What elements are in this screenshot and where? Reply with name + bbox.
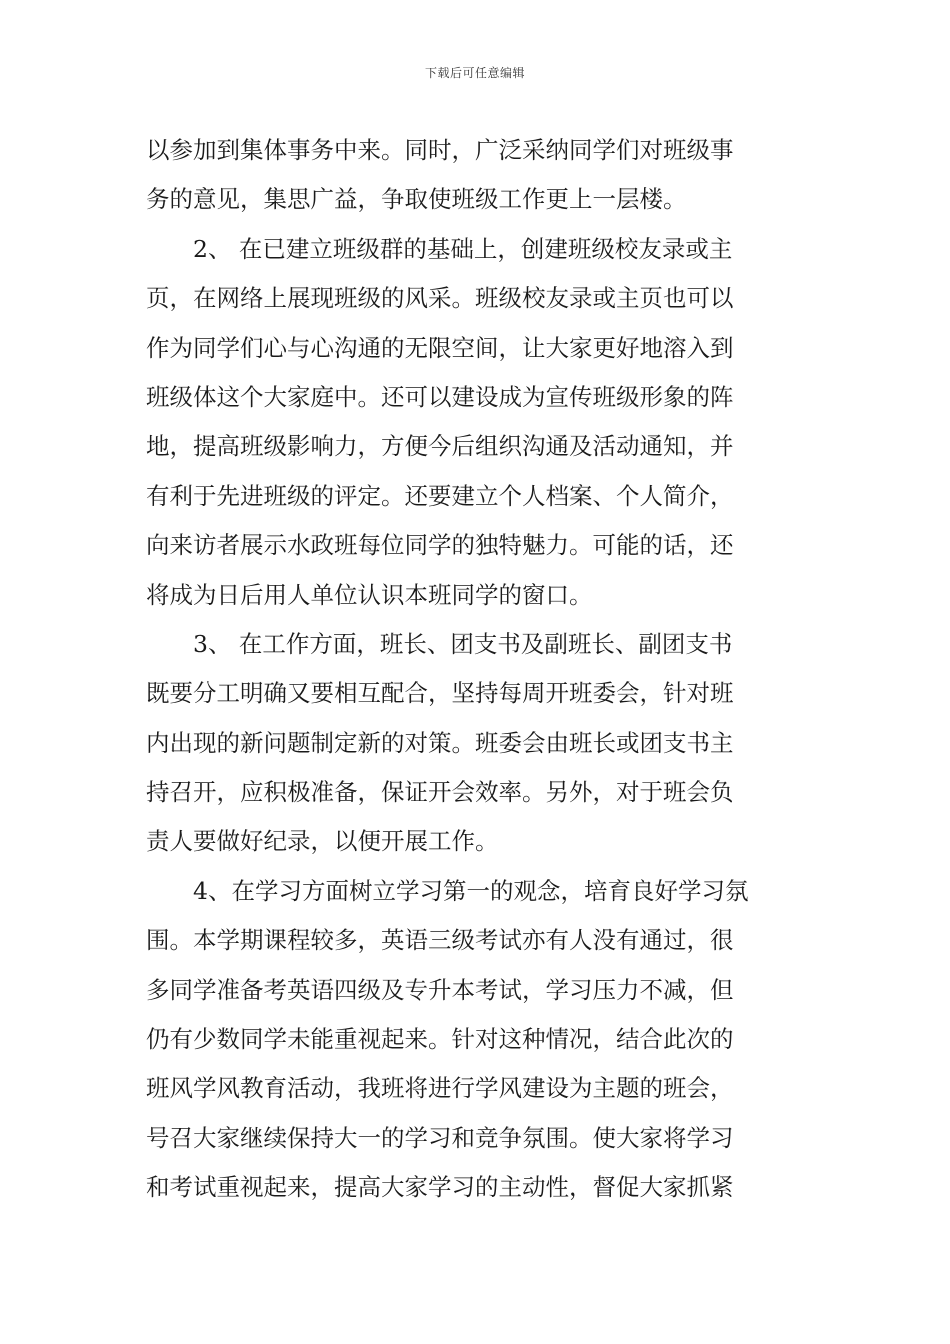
text-line: 务的意见，集思广益，争取使班级工作更上一层楼。: [146, 185, 687, 214]
text-line: 仍有少数同学未能重视起来。针对这种情况，结合此次的: [146, 1025, 734, 1054]
text-line: 持召开，应积极准备，保证开会效率。另外，对于班会负: [146, 778, 734, 807]
text-line: 页，在网络上展现班级的风采。班级校友录或主页也可以: [146, 284, 734, 313]
text-line: 有利于先进班级的评定。还要建立个人档案、个人简介，: [146, 481, 734, 510]
text-line: 4、在学习方面树立学习第一的观念，培育良好学习氛: [193, 876, 749, 905]
text-line: 既要分工明确又要相互配合，坚持每周开班委会，针对班: [146, 679, 734, 708]
text-line: 以参加到集体事务中来。同时，广泛采纳同学们对班级事: [146, 136, 734, 164]
text-line: 将成为日后用人单位认识本班同学的窗口。: [146, 580, 593, 609]
text-line: 内出现的新问题制定新的对策。班委会由班长或团支书主: [146, 728, 734, 757]
document-body: [146, 126, 806, 1213]
text-line: 班级体这个大家庭中。还可以建设成为宣传班级形象的阵: [146, 382, 734, 411]
text-line: 2、 在已建立班级群的基础上，创建班级校友录或主: [193, 234, 733, 263]
text-line: 班风学风教育活动，我班将进行学风建设为主题的班会，: [146, 1074, 734, 1103]
text-line: 多同学准备考英语四级及专升本考试，学习压力不减，但: [146, 975, 734, 1004]
page-header: 下载后可任意编辑: [424, 66, 525, 80]
text-line: 3、 在工作方面，班长、团支书及副班长、副团支书: [193, 629, 733, 658]
text-line: 责人要做好纪录，以便开展工作。: [146, 827, 499, 856]
text-line: 围。本学期课程较多，英语三级考试亦有人没有通过，很: [146, 926, 734, 955]
text-line: 向来访者展示水政班每位同学的独特魅力。可能的话，还: [146, 531, 734, 560]
text-line: 和考试重视起来，提高大家学习的主动性，督促大家抓紧: [146, 1173, 734, 1202]
text-line: 号召大家继续保持大一的学习和竞争氛围。使大家将学习: [146, 1123, 734, 1152]
text-line: 作为同学们心与心沟通的无限空间，让大家更好地溶入到: [146, 333, 734, 362]
text-line: 地，提高班级影响力，方便今后组织沟通及活动通知，并: [146, 432, 734, 461]
